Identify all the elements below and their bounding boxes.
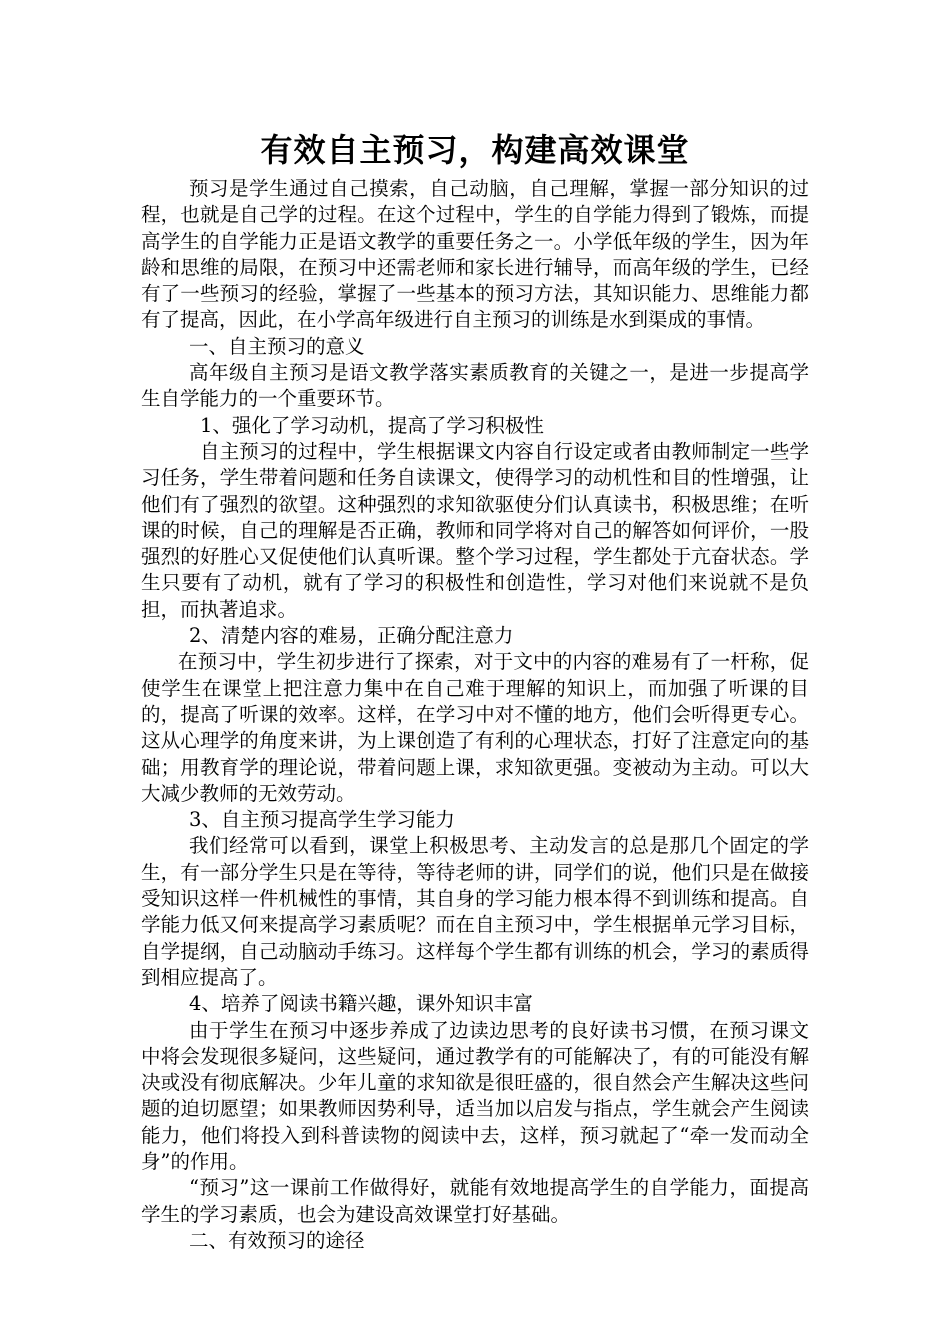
point-body-reading: 由于学生在预习中逐步养成了边读边思考的良好读书习惯，在预习课文中将会发现很多疑问，这些疑问，通过教学有的可能解决了，有的可能没有解决或没有彻底解决。少年儿童的求知欲是很旺盛的，很自然会产生解决这些问题的迫切愿望；如果教师因势利导，适当加以启发与指点，学生就会产生阅读能力，他们将投入到科普读物的阅读中去，这样，预习就起了“牵一发而动全身”的作用。 [141, 1018, 809, 1173]
summary-paragraph: “预习”这一课前工作做得好，就能有效地提高学生的自学能力，面提高学生的学习素质，也会为建设高效课堂打好基础。 [141, 1176, 809, 1226]
document-title: 有效自主预习，构建高效课堂 [260, 131, 690, 169]
point-body-attention: 在预习中，学生初步进行了探索，对于文中的内容的难易有了一杆称，促使学生在课堂上把注意力集中在自己难于理解的知识上，而加强了听课的目的，提高了听课的效率。这样，在学习中对不懂的地方，他们会听得更专心。这从心理学的角度来讲，为上课创造了有利的心理状态，打好了注意定向的基础；用教育学的理论说，带着问题上课，求知欲更强。变被动为主动。可以大大减少教师的无效劳动。 [141, 650, 809, 805]
section-heading-methods: 二、有效预习的途径 [189, 1228, 365, 1252]
document-page [141, 124, 809, 1254]
point-body-motivation: 自主预习的过程中，学生根据课文内容自行设定或者由教师制定一些学习任务，学生带着问题和任务自读课文，使得学习的动机性和目的性增强，让他们有了强烈的欲望。这种强烈的求知欲驱使分们认真读书，积极思维；在听课的时候，自己的理解是否正确，教师和同学将对自己的解答如何评价，一股强烈的好胜心又促使他们认真听课。整个学习过程，学生都处于亢奋状态。学生只要有了动机，就有了学习的积极性和创造性，学习对他们来说就不是负担，而执著追求。 [141, 439, 809, 621]
point-heading-reading: 4、培养了阅读书籍兴趣，课外知识丰富 [189, 992, 533, 1016]
point-heading-attention: 2、清楚内容的难易，正确分配注意力 [189, 624, 514, 648]
intro-paragraph: 预习是学生通过自己摸索，自己动脑，自己理解，掌握一部分知识的过程，也就是自己学的过程。在这个过程中，学生的自学能力得到了锻炼，而提高学生的自学能力正是语文教学的重要任务之一。小学低年级的学生，因为年龄和思维的局限，在预习中还需老师和家长进行辅导，而高年级的学生，已经有了一些预习的经验，掌握了一些基本的预习方法，其知识能力、思维能力都有了提高，因此，在小学高年级进行自主预习的训练是水到渠成的事情。 [141, 177, 809, 332]
section-heading-meaning: 一、自主预习的意义 [189, 334, 365, 358]
point-heading-ability: 3、自主预习提高学生学习能力 [189, 808, 455, 832]
section-meaning-intro: 高年级自主预习是语文教学落实素质教育的关键之一，是进一步提高学生自学能力的一个重要环节。 [141, 361, 809, 411]
point-heading-motivation: 1、强化了学习动机，提高了学习积极性 [200, 413, 544, 437]
point-body-ability: 我们经常可以看到，课堂上积极思考、主动发言的总是那几个固定的学生，有一部分学生只是在等待，等待老师的讲，同学们的说，他们只是在做接受知识这样一件机械性的事情，其自身的学习能力根本得不到训练和提高。自学能力低又何来提高学习素质呢？而在自主预习中，学生根据单元学习目标，自学提纲，自己动脑动手练习。这样每个学生都有训练的机会，学习的素质得到相应提高了。 [141, 834, 809, 989]
